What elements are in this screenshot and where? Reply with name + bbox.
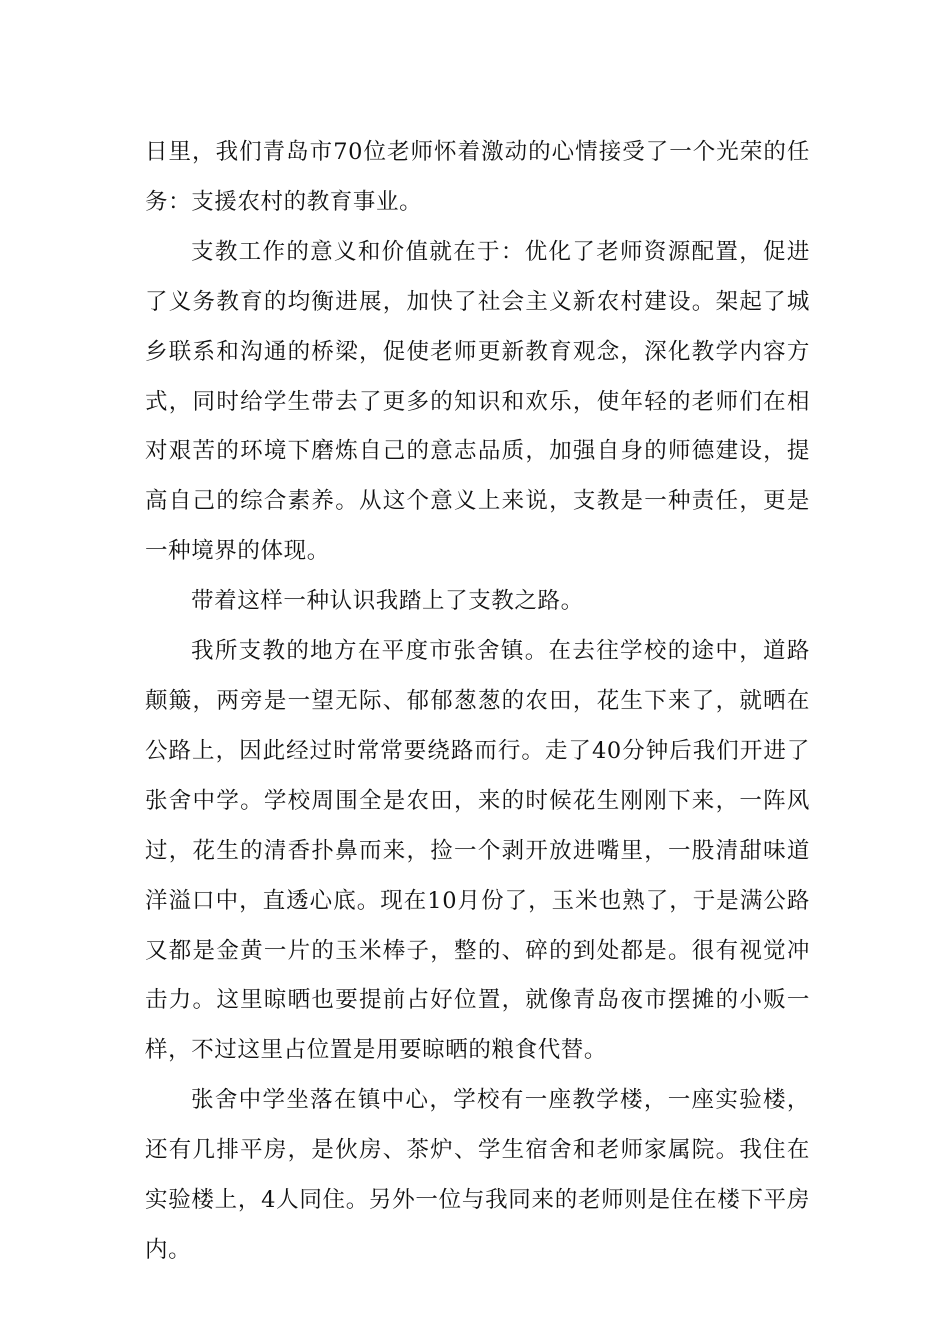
paragraph-5: 张舍中学坐落在镇中心，学校有一座教学楼，一座实验楼，还有几排平房，是伙房、茶炉、学生宿舍和老师家属院。我住在实验楼上，4人同住。另外一位与我同来的老师则是住在楼下平房内。 [145,1087,810,1263]
paragraph-2: 支教工作的意义和价值就在于：优化了老师资源配置，促进了义务教育的均衡进展，加快了社会主义新农村建设。架起了城乡联系和沟通的桥梁，促使老师更新教育观念，深化教学内容方式，同时给学生带去了更多的知识和欢乐，使年轻的老师们在相对艰苦的环境下磨炼自己的意志品质，加强自身的师德建设，提高自己的综合素养。从这个意义上来说，支教是一种责任，更是一种境界的体现。 [145,238,810,565]
document-body [145,128,810,1276]
paragraph-3: 带着这样一种认识我踏上了支教之路。 [191,588,584,615]
paragraph-1: 日里，我们青岛市70位老师怀着激动的心情接受了一个光荣的任务：支援农村的教育事业。 [145,139,810,215]
paragraph-4: 我所支教的地方在平度市张舍镇。在去往学校的途中，道路颠簸，两旁是一望无际、郁郁葱葱的农田，花生下来了，就晒在公路上，因此经过时常常要绕路而行。走了40分钟后我们开进了张舍中学。学校周围全是农田，来的时候花生刚刚下来，一阵风过，花生的清香扑鼻而来，捡一个剥开放进嘴里，一股清甜味道洋溢口中，直透心底。现在10月份了，玉米也熟了，于是满公路又都是金黄一片的玉米棒子，整的、碎的到处都是。很有视觉冲击力。这里晾晒也要提前占好位置，就像青岛夜市摆摊的小贩一样，不过这里占位置是用要晾晒的粮食代替。 [145,638,810,1064]
